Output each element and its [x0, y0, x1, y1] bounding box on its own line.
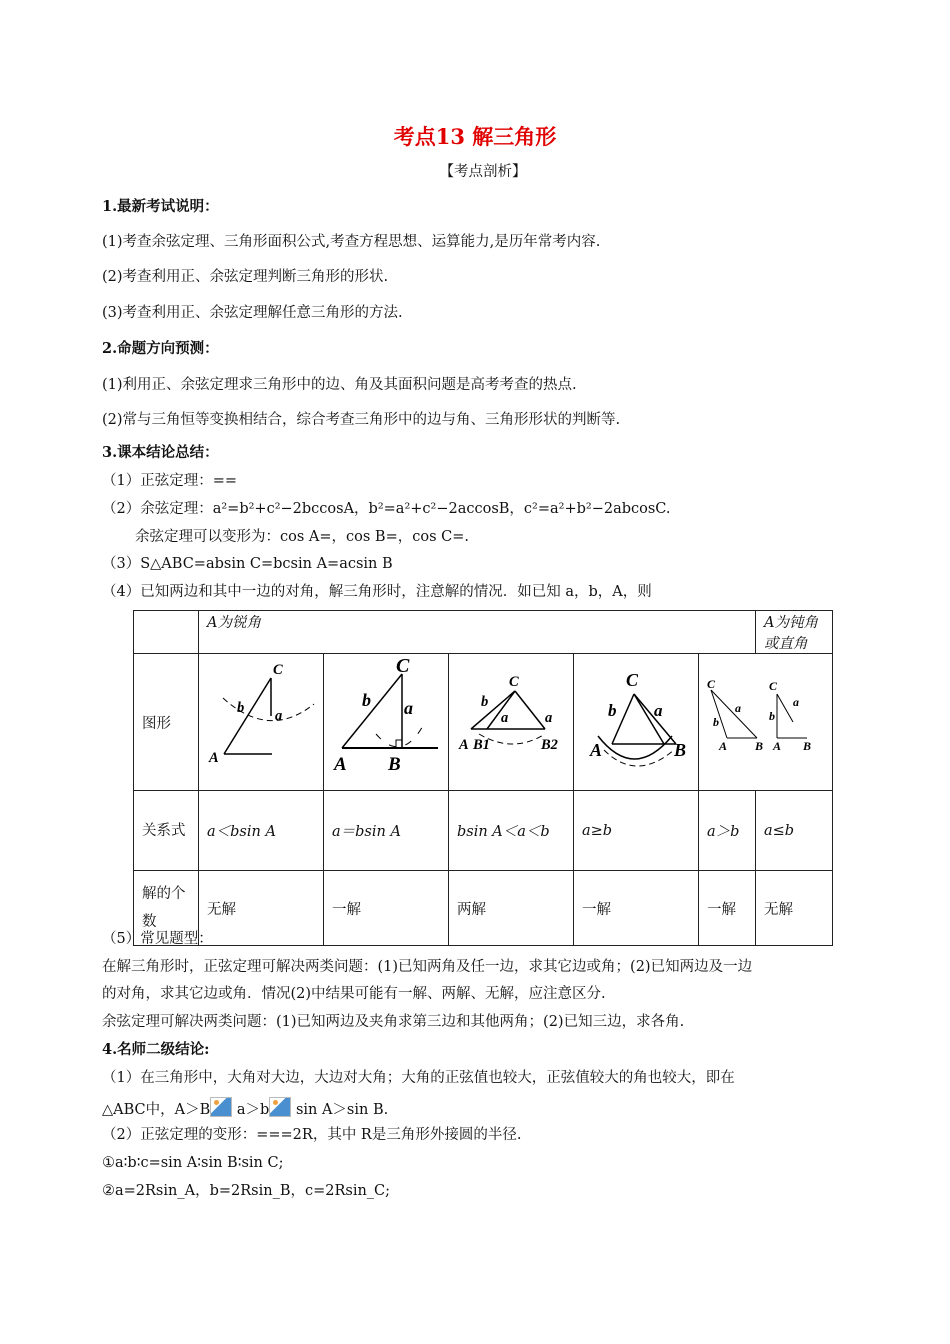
relation-cell: a＜bsin A	[199, 791, 324, 871]
relation-cell: bsin A＜a＜b	[449, 791, 574, 871]
cosine-law: （2）余弦定理：a²=b²+c²−2bccosA，b²=a²+c²−2accosB，c²=a²+b²−2abcosC.	[102, 501, 671, 517]
row-label-solutions: 解的个数	[134, 871, 199, 946]
svg-text:b: b	[769, 709, 775, 723]
s2-item: (1)利用正、余弦定理求三角形中的边、角及其面积问题是高考考查的热点.	[102, 377, 577, 393]
text: a＞b	[236, 1102, 270, 1118]
svg-text:a: a	[735, 701, 741, 715]
svg-text:C: C	[273, 662, 283, 678]
svg-text:A: A	[719, 739, 728, 753]
header-obtuse: A为钝角或直角	[756, 611, 833, 654]
svg-text:b: b	[713, 715, 719, 729]
svg-text:b: b	[481, 694, 489, 710]
text: △ABC中，A＞B	[102, 1102, 211, 1118]
svg-text:C: C	[396, 655, 410, 677]
svg-text:B: B	[755, 739, 764, 753]
svg-text:A: A	[590, 740, 603, 760]
paragraph: 的对角，求其它边或角．情况(2)中结果可能有一解、两解、无解，应注意区分.	[102, 986, 606, 1002]
row-label-relation: 关系式	[134, 791, 199, 871]
svg-text:B: B	[388, 754, 401, 775]
s2-item: (2)常与三角恒等变换相结合，综合考查三角形中的边与角、三角形形状的判断等.	[102, 412, 621, 428]
solution-count: 无解	[756, 871, 833, 946]
relation-cell: a＝bsin A	[324, 791, 449, 871]
svg-text:a: a	[501, 710, 509, 726]
svg-text:A: A	[459, 737, 469, 753]
solution-count: 两解	[449, 871, 574, 946]
svg-text:B1: B1	[473, 737, 490, 753]
svg-text:C: C	[707, 677, 716, 691]
figure-one-solution-right	[324, 654, 449, 791]
svg-text:a: a	[404, 698, 413, 718]
svg-text:a: a	[275, 708, 283, 724]
conclusion-line: ①a∶b∶c=sin A∶sin B∶sin C;	[102, 1155, 284, 1171]
page-title: 考点13 解三角形	[393, 124, 557, 149]
svg-text:C: C	[769, 679, 778, 693]
relation-cell: a＞b	[699, 791, 756, 871]
svg-text:A: A	[773, 739, 782, 753]
section-4-heading: 4.名师二级结论:	[102, 1041, 210, 1058]
solution-count: 一解	[324, 871, 449, 946]
conclusion-line: ②a=2Rsin_A，b=2Rsin_B，c=2Rsin_C;	[102, 1183, 391, 1199]
subtitle: 【考点剖析】	[439, 164, 527, 180]
cosine-law-variant: 余弦定理可以变形为：cos A=，cos B=，cos C=.	[135, 529, 469, 545]
svg-text:A: A	[209, 750, 219, 766]
svg-text:B: B	[803, 739, 812, 753]
svg-text:C: C	[626, 670, 639, 690]
s1-item: (2)考查利用正、余弦定理判断三角形的形状.	[102, 269, 389, 285]
svg-text:B: B	[674, 740, 687, 760]
svg-text:C: C	[509, 674, 519, 690]
header-acute: A为锐角	[199, 611, 756, 654]
svg-text:b: b	[362, 690, 371, 710]
s1-item: (1)考查余弦定理、三角形面积公式,考查方程思想、运算能力,是历年常考内容.	[102, 234, 601, 250]
figure-one-solution-obtuse-b	[574, 654, 699, 791]
svg-text:a: a	[545, 710, 553, 726]
section-1-heading: 1.最新考试说明：	[102, 198, 219, 215]
row-label-figure: 图形	[134, 654, 199, 791]
broken-image-icon	[210, 1097, 232, 1117]
conclusion-line: （2）正弦定理的变形：===2R，其中 R是三角形外接圆的半径.	[102, 1127, 522, 1143]
section-2-heading: 2.命题方向预测：	[102, 340, 219, 357]
paragraph: 余弦定理可解决两类问题：(1)已知两边及夹角求第三边和其他两角；(2)已知三边，求各角.	[102, 1014, 685, 1030]
svg-text:a: a	[793, 695, 799, 709]
common-types-heading: （5）常见题型：	[102, 931, 213, 947]
relation-cell: a≤b	[756, 791, 833, 871]
relation-cell: a≥b	[574, 791, 699, 871]
s1-item: (3)考查利用正、余弦定理解任意三角形的方法.	[102, 305, 403, 321]
figure-obtuse-cases	[699, 654, 833, 791]
solution-count: 一解	[574, 871, 699, 946]
svg-text:b: b	[608, 701, 617, 720]
paragraph: 在解三角形时，正弦定理可解决两类问题：(1)已知两角及任一边，求其它边或角；(2)已知两边及一边	[102, 959, 753, 975]
conclusion-line	[102, 1097, 388, 1119]
section-3-heading: 3.课本结论总结：	[102, 444, 219, 461]
broken-image-icon	[269, 1097, 291, 1117]
svg-text:A: A	[334, 754, 347, 775]
sine-law: （1）正弦定理：==	[102, 473, 238, 489]
svg-text:a: a	[654, 701, 663, 720]
ssa-cases-table	[133, 610, 833, 946]
solution-count: 无解	[199, 871, 324, 946]
figure-two-solutions	[449, 654, 574, 791]
solution-count: 一解	[699, 871, 756, 946]
svg-text:B2: B2	[541, 737, 558, 753]
svg-text:b: b	[237, 700, 245, 716]
conclusion-line: （1）在三角形中，大角对大边，大边对大角；大角的正弦值也较大，正弦值较大的角也较大，即在	[102, 1070, 735, 1086]
area-formula: （3）S△ABC=absin C=bcsin A=acsin B	[102, 556, 393, 572]
ssa-note: （4）已知两边和其中一边的对角，解三角形时，注意解的情况．如已知 a，b，A，则	[102, 584, 652, 600]
text: sin A＞sin B.	[295, 1102, 389, 1118]
figure-no-solution	[199, 654, 324, 791]
